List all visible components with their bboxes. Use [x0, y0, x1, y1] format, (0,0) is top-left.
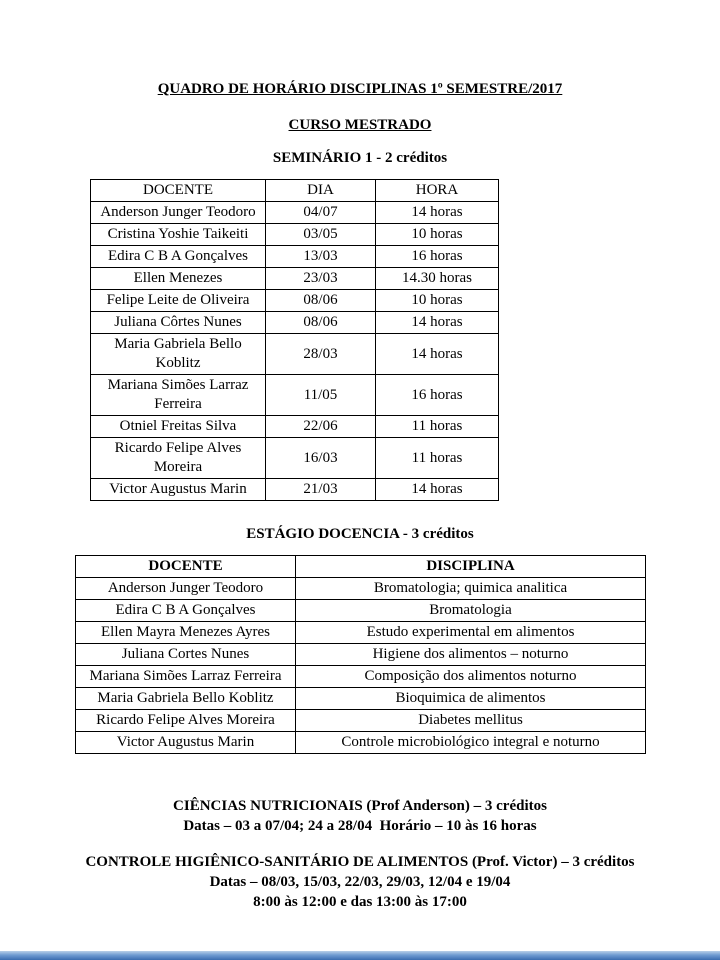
estagio-header-row — [76, 556, 646, 578]
column-header: DIA — [266, 180, 376, 202]
table-cell: 14 horas — [376, 479, 499, 501]
table-row — [91, 268, 499, 290]
table-cell: 11/05 — [266, 375, 376, 416]
seminario-table — [90, 179, 499, 501]
table-cell: 14 horas — [376, 312, 499, 334]
table-cell: Ellen Menezes — [91, 268, 266, 290]
table-cell: Ricardo Felipe Alves Moreira — [91, 438, 266, 479]
seminario-heading: SEMINÁRIO 1 - 2 créditos — [272, 150, 448, 166]
table-row — [76, 622, 646, 644]
table-cell: Felipe Leite de Oliveira — [91, 290, 266, 312]
table-row — [76, 644, 646, 666]
table-cell: 10 horas — [376, 290, 499, 312]
table-cell: 13/03 — [266, 246, 376, 268]
table-cell: 14 horas — [376, 334, 499, 375]
table-row — [91, 438, 499, 479]
table-cell: Juliana Côrtes Nunes — [91, 312, 266, 334]
table-cell: Edira C B A Gonçalves — [91, 246, 266, 268]
table-cell: Bromatologia; quimica analitica — [296, 578, 646, 600]
table-cell: 11 horas — [376, 416, 499, 438]
table-cell: 08/06 — [266, 290, 376, 312]
table-cell: Juliana Cortes Nunes — [76, 644, 296, 666]
table-row — [76, 600, 646, 622]
table-row — [76, 688, 646, 710]
document-title: QUADRO DE HORÁRIO DISCIPLINAS 1º SEMESTRE/2017 — [157, 81, 563, 97]
estagio-table-body — [76, 578, 646, 754]
table-cell: Estudo experimental em alimentos — [296, 622, 646, 644]
table-row — [91, 334, 499, 375]
table-cell: Mariana Simões Larraz Ferreira — [76, 666, 296, 688]
ciencias-title: CIÊNCIAS NUTRICIONAIS (Prof Anderson) – 3 créditos — [173, 798, 547, 814]
table-cell: 23/03 — [266, 268, 376, 290]
table-cell: 11 horas — [376, 438, 499, 479]
table-cell: Otniel Freitas Silva — [91, 416, 266, 438]
ciencias-dates: Datas – 03 a 07/04; 24 a 28/04 Horário – 10 às 16 horas — [183, 818, 537, 834]
table-cell: 16/03 — [266, 438, 376, 479]
estagio-heading: ESTÁGIO DOCENCIA - 3 créditos — [246, 526, 474, 542]
table-cell: Diabetes mellitus — [296, 710, 646, 732]
table-cell: Composição dos alimentos noturno — [296, 666, 646, 688]
table-cell: Anderson Junger Teodoro — [91, 202, 266, 224]
seminario-table-body — [91, 202, 499, 501]
table-cell: Bioquimica de alimentos — [296, 688, 646, 710]
table-row — [91, 416, 499, 438]
table-cell: Maria Gabriela Bello Koblitz — [76, 688, 296, 710]
table-row — [91, 375, 499, 416]
table-row — [91, 224, 499, 246]
controle-hours: 8:00 às 12:00 e das 13:00 às 17:00 — [253, 894, 467, 910]
estagio-table — [75, 555, 646, 754]
table-cell: Ricardo Felipe Alves Moreira — [76, 710, 296, 732]
table-row — [91, 479, 499, 501]
table-row — [76, 732, 646, 754]
table-cell: Controle microbiológico integral e noturno — [296, 732, 646, 754]
table-cell: 14 horas — [376, 202, 499, 224]
column-header: DOCENTE — [91, 180, 266, 202]
table-cell: Anderson Junger Teodoro — [76, 578, 296, 600]
column-header: DOCENTE — [76, 556, 296, 578]
table-cell: 22/06 — [266, 416, 376, 438]
table-row — [76, 578, 646, 600]
column-header: HORA — [376, 180, 499, 202]
table-cell: 14.30 horas — [376, 268, 499, 290]
document-subtitle: CURSO MESTRADO — [288, 117, 432, 133]
table-cell: 04/07 — [266, 202, 376, 224]
table-cell: 16 horas — [376, 375, 499, 416]
table-row — [76, 710, 646, 732]
table-cell: Higiene dos alimentos – noturno — [296, 644, 646, 666]
table-row — [76, 666, 646, 688]
table-cell: Mariana Simões Larraz Ferreira — [91, 375, 266, 416]
table-row — [91, 246, 499, 268]
table-cell: 08/06 — [266, 312, 376, 334]
table-cell: 16 horas — [376, 246, 499, 268]
table-cell: 03/05 — [266, 224, 376, 246]
table-cell: Victor Augustus Marin — [91, 479, 266, 501]
table-cell: Edira C B A Gonçalves — [76, 600, 296, 622]
table-cell: Bromatologia — [296, 600, 646, 622]
bottom-edge-bar — [0, 951, 720, 960]
table-cell: 10 horas — [376, 224, 499, 246]
column-header: DISCIPLINA — [296, 556, 646, 578]
seminario-header-row — [91, 180, 499, 202]
table-cell: 28/03 — [266, 334, 376, 375]
controle-title: CONTROLE HIGIÊNICO-SANITÁRIO DE ALIMENTOS (Prof. Victor) – 3 créditos — [85, 854, 635, 870]
table-cell: Ellen Mayra Menezes Ayres — [76, 622, 296, 644]
table-row — [91, 312, 499, 334]
table-row — [91, 290, 499, 312]
table-cell: Maria Gabriela Bello Koblitz — [91, 334, 266, 375]
table-cell: 21/03 — [266, 479, 376, 501]
table-cell: Victor Augustus Marin — [76, 732, 296, 754]
controle-dates: Datas – 08/03, 15/03, 22/03, 29/03, 12/04 e 19/04 — [209, 874, 511, 890]
table-row — [91, 202, 499, 224]
table-cell: Cristina Yoshie Taikeiti — [91, 224, 266, 246]
